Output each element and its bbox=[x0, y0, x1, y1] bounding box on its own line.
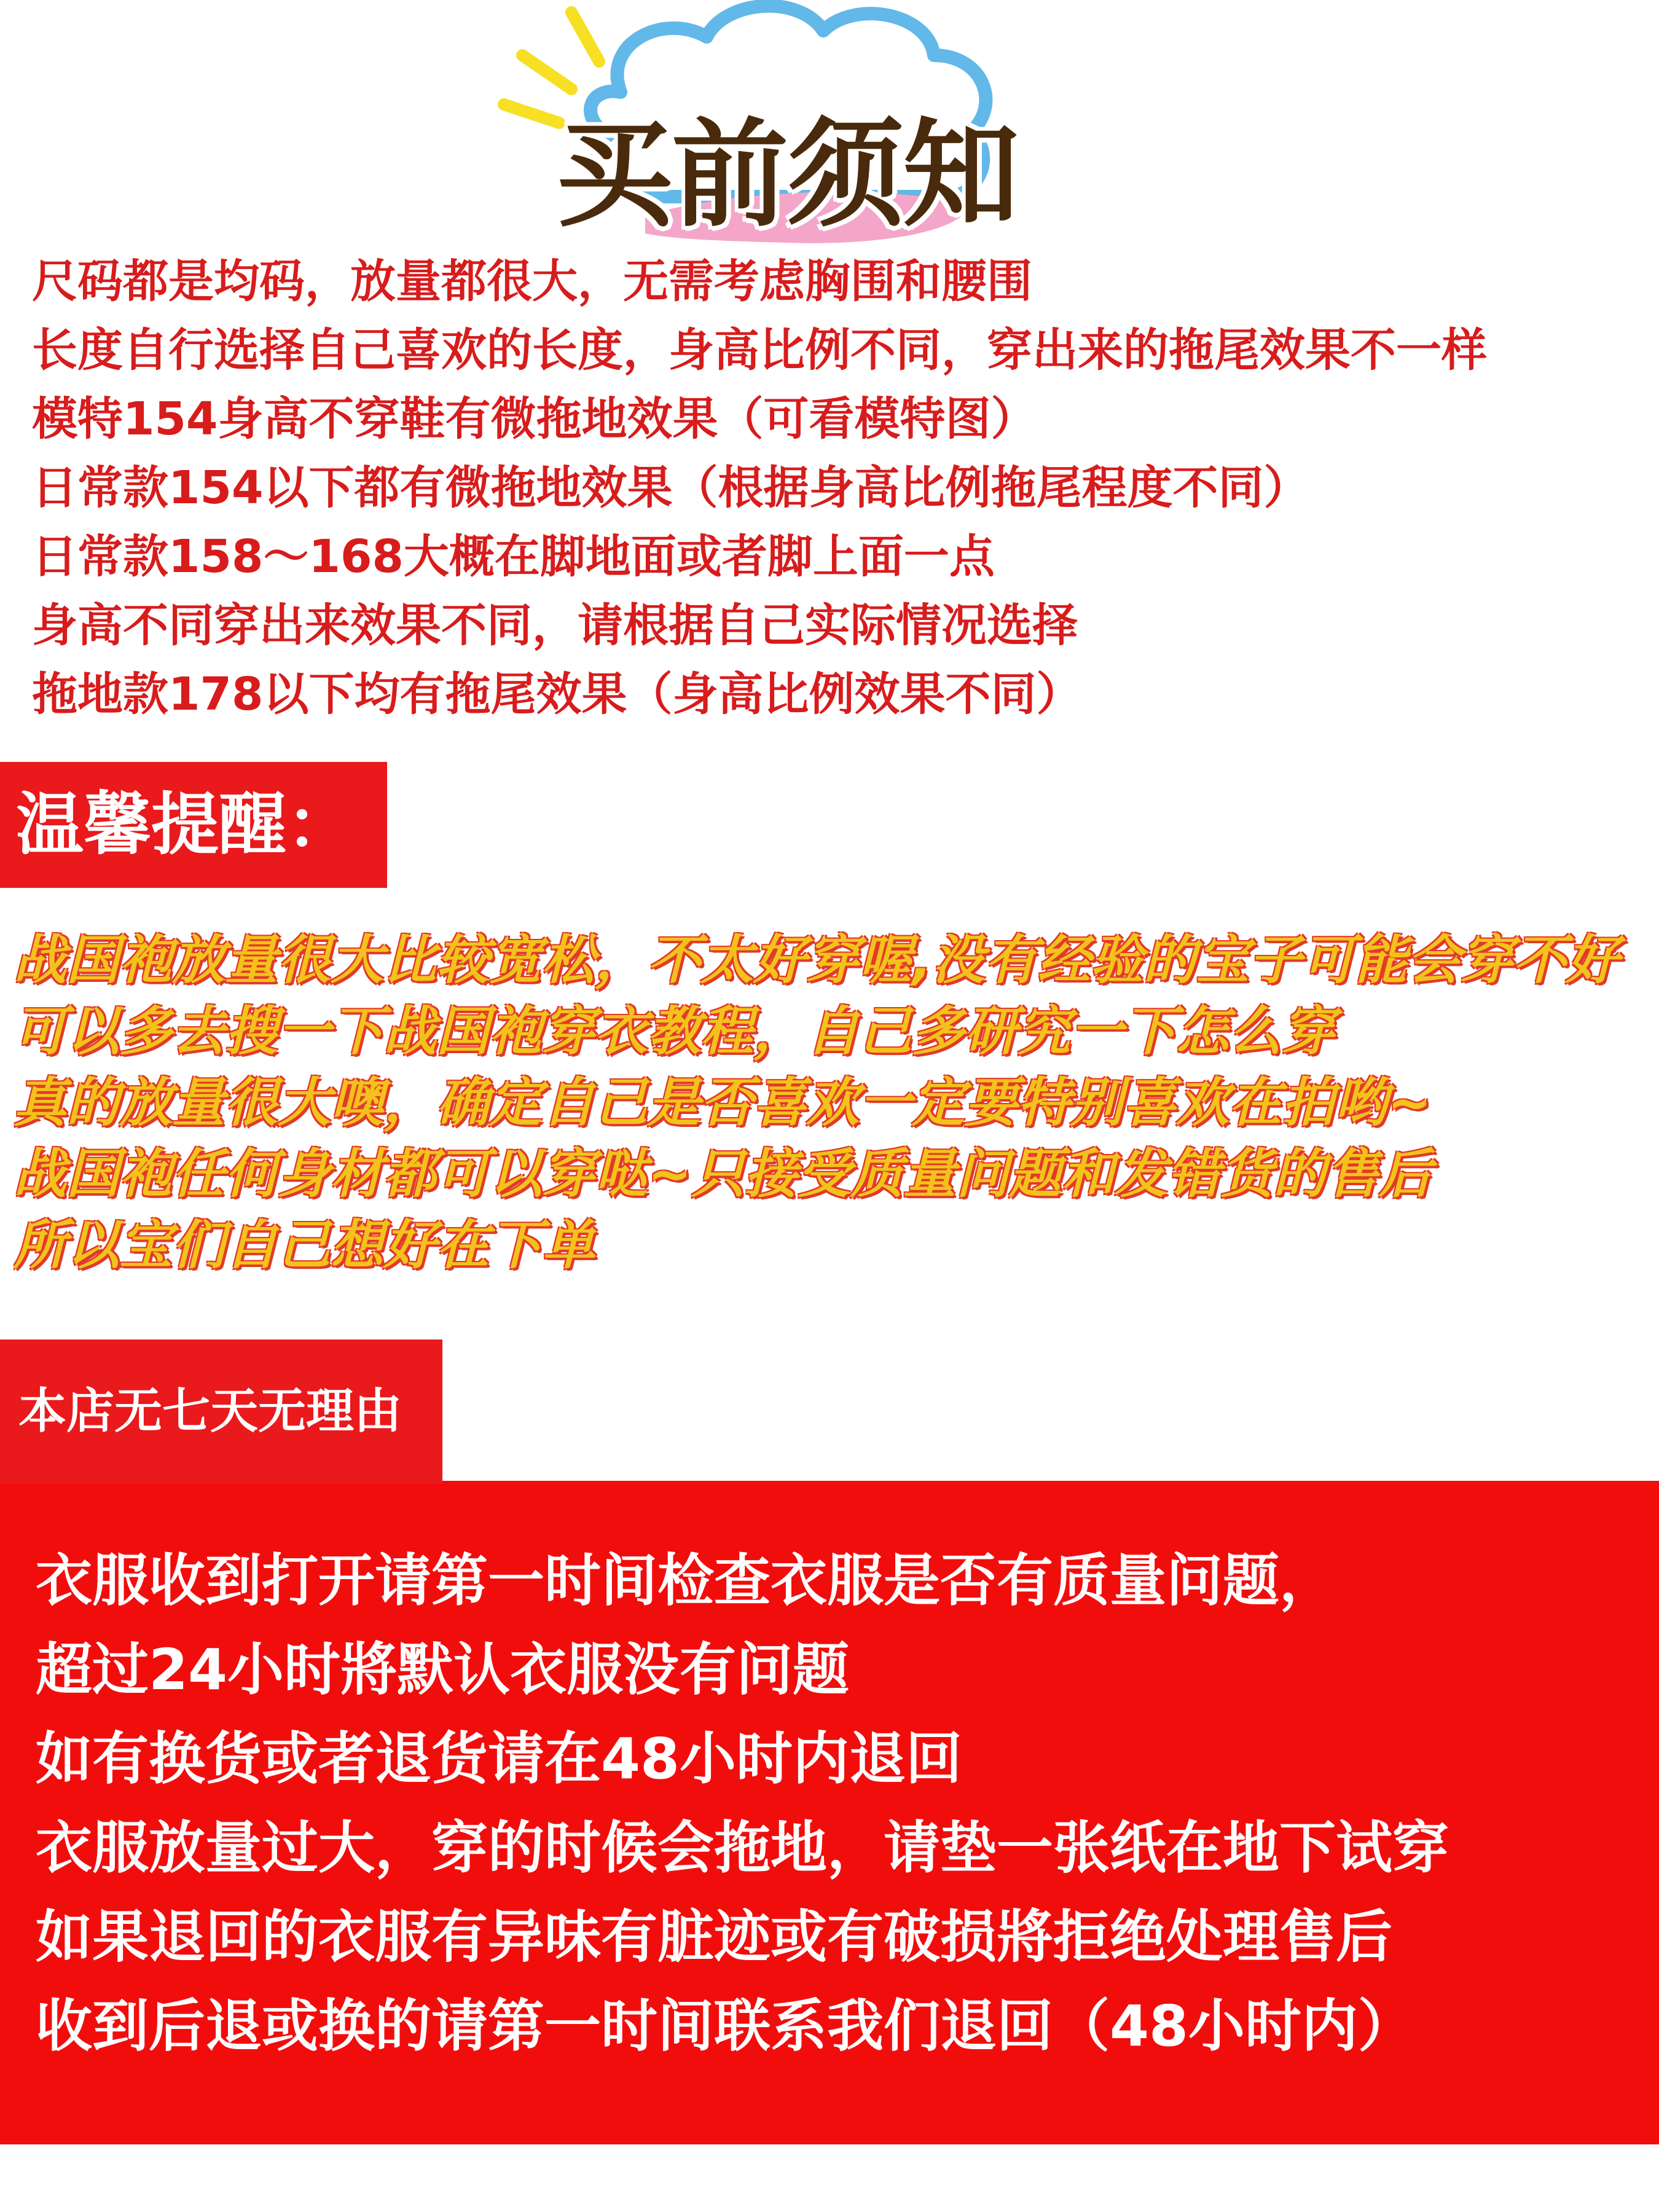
notice-line: 日常款158～168大概在脚地面或者脚上面一点 bbox=[32, 530, 995, 583]
reminder-line: 战国袍任何身材都可以穿哒~只接受质量问题和发错货的售后 bbox=[14, 1143, 1432, 1205]
reminder-header: 温馨提醒： bbox=[0, 762, 387, 888]
reminder-line: 战国袍放量很大比较宽松，不太好穿喔,没有经验的宝子可能会穿不好 bbox=[14, 930, 1619, 991]
notice-line: 尺码都是均码，放量都很大，无需考虑胸围和腰围 bbox=[32, 255, 1032, 308]
policy-header: 本店无七天无理由 bbox=[0, 1339, 442, 1484]
reminder-line: 可以多去搜一下战国袍穿衣教程，自己多研究一下怎么穿 bbox=[14, 1001, 1335, 1062]
notice-line: 模特154身高不穿鞋有微拖地效果（可看模特图） bbox=[32, 393, 1037, 445]
notice-line: 身高不同穿出来效果不同，请根据自己实际情况选择 bbox=[32, 599, 1078, 652]
policy-line: 衣服放量过大，穿的时候会拖地，请垫一张纸在地下试穿 bbox=[36, 1815, 1449, 1881]
policy-line: 超过24小时將默认衣服没有问题 bbox=[36, 1637, 850, 1703]
policy-line: 如果退回的衣服有异味有脏迹或有破损將拒绝处理售后 bbox=[36, 1904, 1393, 1970]
reminder-line: 真的放量很大噢，确定自己是否喜欢一定要特别喜欢在拍哟~ bbox=[14, 1072, 1432, 1134]
reminder-list bbox=[14, 925, 1659, 1281]
notice-line: 长度自行选择自己喜欢的长度，身高比例不同，穿出来的拖尾效果不一样 bbox=[32, 324, 1487, 377]
policy-line: 如有换货或者退货请在48小时内退回 bbox=[36, 1726, 963, 1792]
notice-line: 拖地款178以下均有拖尾效果（身高比例效果不同） bbox=[32, 668, 1082, 721]
policy-line: 衣服收到打开请第一时间检查衣服是否有质量问题， bbox=[36, 1548, 1336, 1614]
page-title: 买前须知 bbox=[556, 107, 1019, 243]
policy-list bbox=[36, 1536, 1645, 2071]
policy-line: 收到后退或换的请第一时间联系我们退回（48小时内） bbox=[36, 1993, 1415, 2059]
reminder-line: 所以宝们自己想好在下单 bbox=[14, 1215, 595, 1276]
notice-line: 日常款154以下都有微拖地效果（根据身高比例拖尾程度不同） bbox=[32, 461, 1309, 514]
size-notice-list bbox=[32, 247, 1642, 729]
